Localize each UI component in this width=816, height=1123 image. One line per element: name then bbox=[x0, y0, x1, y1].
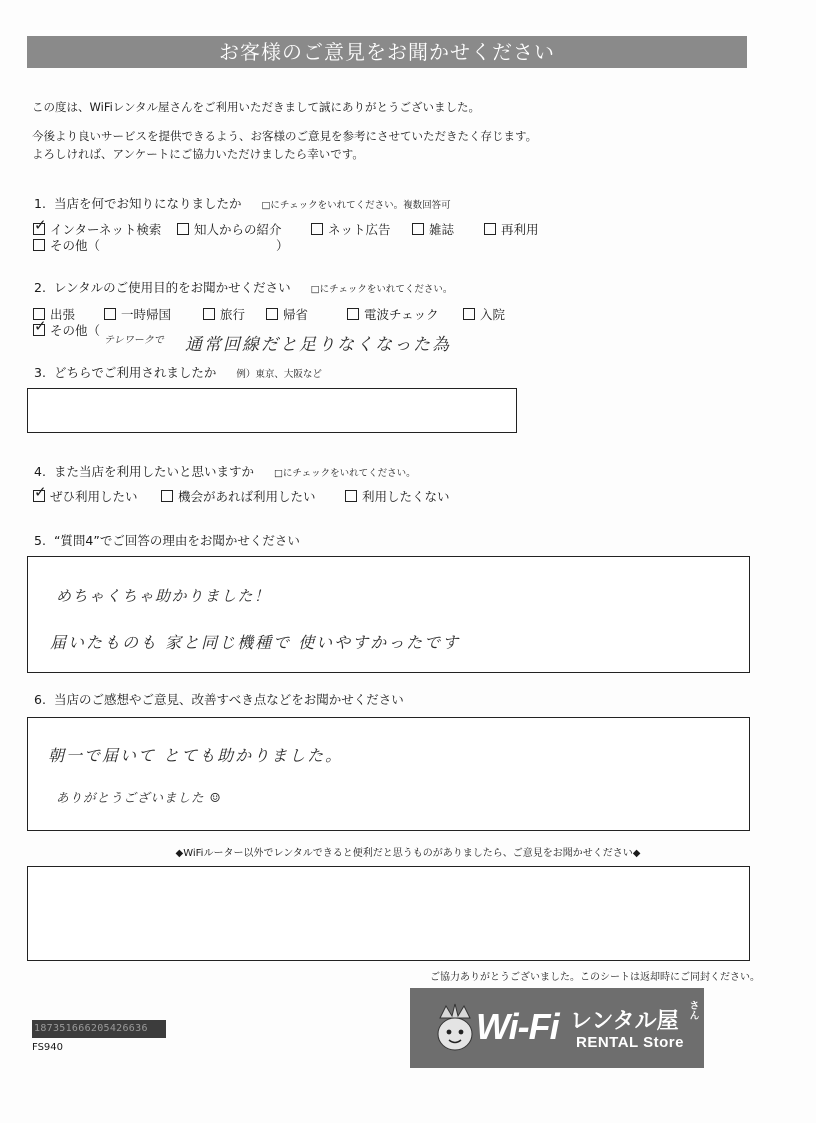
q4-option-no[interactable]: 利用したくない bbox=[345, 487, 450, 505]
q6-answer-line-2: ありがとうございました ☺ bbox=[56, 790, 222, 805]
question-note: □にチェックをいれてください。複数回答可 bbox=[261, 200, 451, 211]
checkbox[interactable] bbox=[104, 308, 116, 320]
q4-option-definitely[interactable]: ✓ぜひ利用したい bbox=[33, 487, 138, 505]
q5-answer-line-2: 届いたものも 家と同じ機種で 使いやすかったです bbox=[50, 633, 461, 652]
barcode-strip: 187351666205426636 bbox=[32, 1020, 166, 1038]
logo-en-text: RENTAL Store bbox=[576, 1034, 684, 1051]
question-6: 6. 当店のご感想やご意見、改善すべき点などをお聞かせください bbox=[34, 692, 404, 707]
checkbox[interactable] bbox=[412, 223, 424, 235]
page-title: お客様のご意見をお聞かせください bbox=[27, 36, 747, 68]
checkbox-checked[interactable] bbox=[33, 490, 45, 502]
checkbox[interactable] bbox=[33, 239, 45, 251]
form-code: FS940 bbox=[32, 1042, 64, 1053]
logo-wifi-text: Wi-Fi bbox=[476, 1006, 559, 1047]
checkbox[interactable] bbox=[347, 308, 359, 320]
question-1 bbox=[34, 194, 451, 212]
intro-line-2: 今後より良いサービスを提供できるよう、お客様のご意見を参考にさせていただきたく存じます。 bbox=[32, 129, 538, 143]
checkbox[interactable] bbox=[177, 223, 189, 235]
q2-option-other[interactable]: ✓その他（ bbox=[33, 321, 100, 339]
checkbox[interactable] bbox=[266, 308, 278, 320]
q2-option-travel[interactable]: 旅行 bbox=[203, 305, 245, 323]
mascot-icon bbox=[432, 1002, 478, 1052]
logo-san-text: さん bbox=[687, 1000, 698, 1020]
checkbox[interactable] bbox=[484, 223, 496, 235]
intro-line-3: よろしければ、アンケートにご協力いただけましたら幸いです。 bbox=[32, 147, 364, 161]
intro-line-1: この度は、WiFiレンタル屋さんをご利用いただきまして誠にありがとうございました。 bbox=[32, 100, 481, 114]
q2-option-business[interactable]: 出張 bbox=[33, 305, 75, 323]
q6-answer-box[interactable] bbox=[27, 717, 750, 831]
q2-option-hospital[interactable]: 入院 bbox=[463, 305, 505, 323]
q1-option-net-ad[interactable]: ネット広告 bbox=[311, 220, 391, 238]
q2-option-signal-check[interactable]: 電波チェック bbox=[347, 305, 439, 323]
q4-option-if-chance[interactable]: 機会があれば利用したい bbox=[161, 487, 316, 505]
checkbox[interactable] bbox=[203, 308, 215, 320]
question-3: 3. どちらでご利用されましたか 例）東京、大阪など bbox=[34, 365, 322, 380]
checkbox[interactable] bbox=[161, 490, 173, 502]
q2-option-home-visit[interactable]: 一時帰国 bbox=[104, 305, 171, 323]
question-label: 当店を何でお知りになりましたか bbox=[53, 196, 242, 211]
question-2: 2. レンタルのご使用目的をお聞かせください □にチェックをいれてください。 bbox=[34, 280, 453, 295]
q1-option-internet[interactable]: ✓インターネット検索 bbox=[33, 220, 161, 238]
checkbox-checked[interactable] bbox=[33, 223, 45, 235]
checkbox-checked[interactable] bbox=[33, 324, 45, 336]
q6-answer-line-1: 朝一で届いて とても助かりました。 bbox=[48, 746, 344, 765]
q1-other-close: ） bbox=[276, 238, 289, 253]
logo-jp-text: レンタル屋 bbox=[570, 1009, 679, 1034]
q2-other-answer-small: テレワークで bbox=[104, 335, 164, 346]
q1-option-other[interactable]: その他（ bbox=[33, 236, 100, 254]
q2-other-answer: 通常回線だと足りなくなった為 bbox=[185, 335, 451, 355]
q5-answer-line-1: めちゃくちゃ助かりました！ bbox=[56, 587, 271, 605]
question-5: 5. “質問4”でご回答の理由をお聞かせください bbox=[34, 533, 300, 548]
q5-answer-box[interactable] bbox=[27, 556, 750, 673]
store-logo bbox=[410, 988, 704, 1068]
extra-answer-box[interactable] bbox=[27, 866, 750, 961]
checkbox[interactable] bbox=[345, 490, 357, 502]
question-number: 1. bbox=[34, 196, 46, 211]
q1-option-friend[interactable]: 知人からの紹介 bbox=[177, 220, 282, 238]
checkbox[interactable] bbox=[311, 223, 323, 235]
q2-option-homecoming[interactable]: 帰省 bbox=[266, 305, 308, 323]
q3-answer-box[interactable] bbox=[27, 388, 517, 433]
question-4: 4. また当店を利用したいと思いますか □にチェックをいれてください。 bbox=[34, 464, 416, 479]
extra-question: ◆WiFiルーター以外でレンタルできると便利だと思うものがありましたら、ご意見をお聞かせください◆ bbox=[175, 848, 641, 859]
q1-option-reuse[interactable]: 再利用 bbox=[484, 220, 539, 238]
footer-note: ご協力ありがとうございました。このシートは返却時にご同封ください。 bbox=[430, 972, 760, 983]
checkbox[interactable] bbox=[463, 308, 475, 320]
q1-option-magazine[interactable]: 雑誌 bbox=[412, 220, 454, 238]
